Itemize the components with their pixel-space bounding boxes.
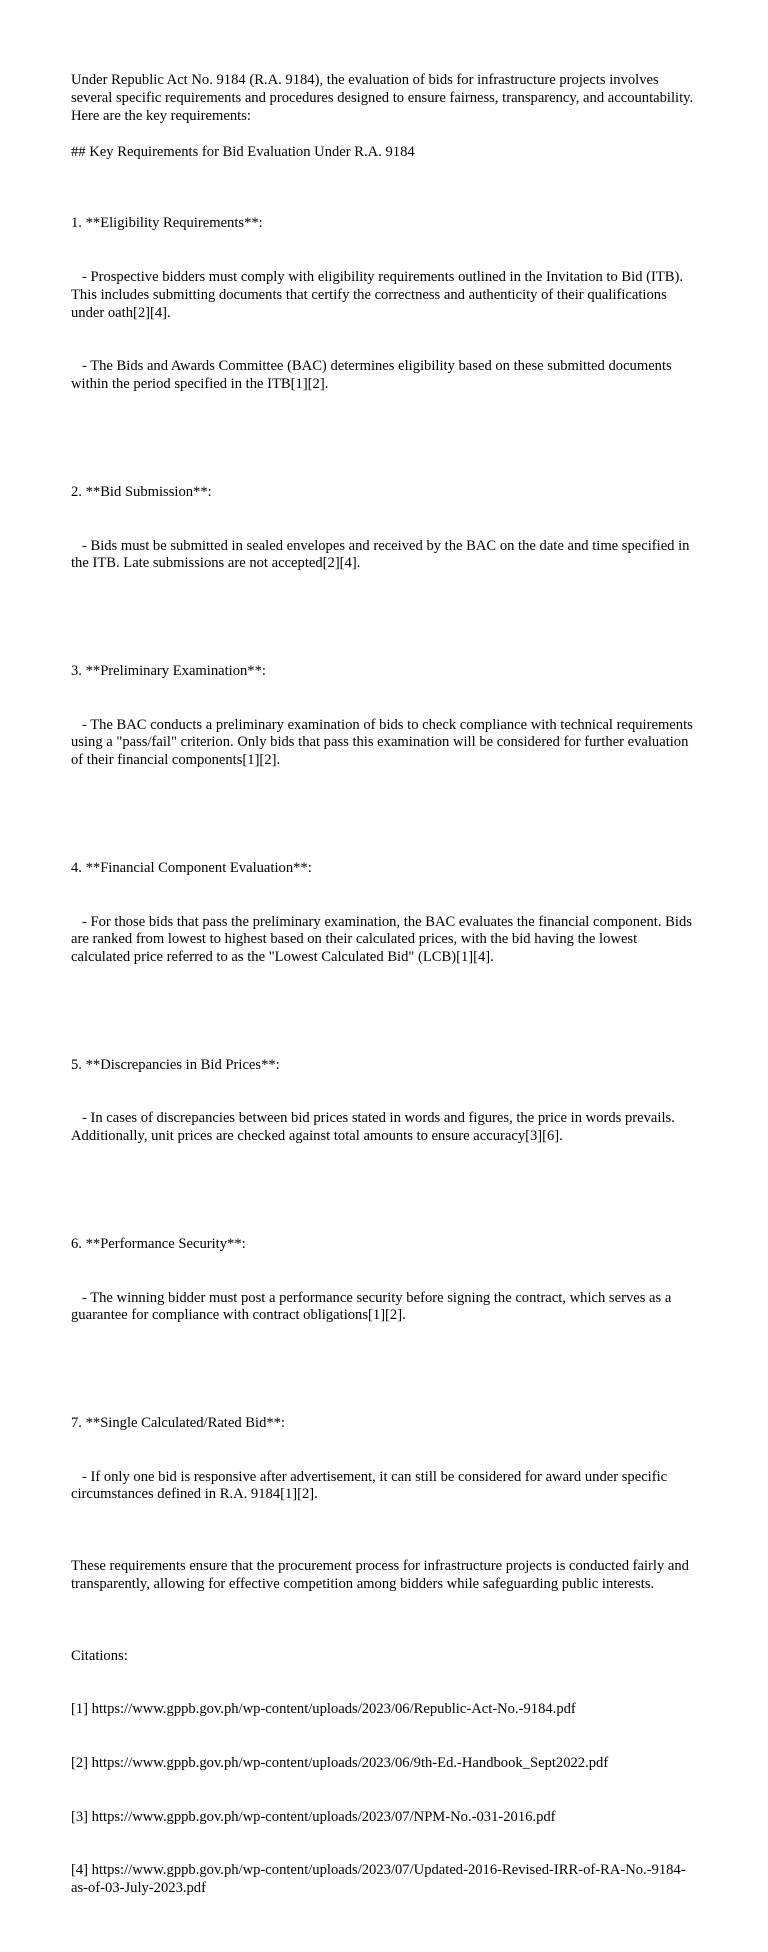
citation-link-4[interactable]: [4] https://www.gppb.gov.ph/wp-content/uploads/2023/07/Updated-2016-Revised-IRR-of-RA-No.-9184-as-of-03-July-2023.pdf: [71, 1862, 686, 1897]
conclusion-paragraph: These requirements ensure that the procurement process for infrastructure projects is conducted fairly and transparently, allowing for effective competition among bidders while safeguarding public interests.: [71, 1558, 693, 1592]
requirement-item-1: [71, 179, 699, 430]
requirement-item-5: [71, 1021, 699, 1182]
requirement-point: - The BAC conducts a preliminary examination of bids to check compliance with technical requirements using a "pass/fail" criterion. Only bids that pass this examination will be considered for further evaluation of their financial components[1][2].: [71, 716, 697, 769]
citation-link-2[interactable]: [2] https://www.gppb.gov.ph/wp-content/uploads/2023/06/9th-Ed.-Handbook_Sept2022.pdf: [71, 1755, 609, 1772]
requirement-point: - In cases of discrepancies between bid prices stated in words and figures, the price in words prevails. Additionally, unit prices are checked against total amounts to ensure accuracy[3][6].: [71, 1110, 678, 1145]
section-heading: ## Key Requirements for Bid Evaluation Under R.A. 9184: [71, 143, 415, 160]
requirement-point: - Bids must be submitted in sealed envelopes and received by the BAC on the date and time specified in the ITB. Late submissions are not accepted[2][4].: [71, 537, 694, 572]
requirement-item-6: [71, 1200, 699, 1361]
citation-link-1[interactable]: [1] https://www.gppb.gov.ph/wp-content/uploads/2023/06/Republic-Act-No.-9184.pdf: [71, 1701, 576, 1718]
citations-section: [71, 1612, 699, 1934]
requirement-point: - For those bids that pass the preliminary examination, the BAC evaluates the financial component. Bids are ranked from lowest to highest based on their calculated prices, with the bid having the lowest calculated price referred to as the "Lowest Calculated Bid" (LCB)[1][4].: [71, 913, 696, 966]
requirement-title: 3. **Preliminary Examination**:: [71, 662, 266, 679]
requirement-point: - If only one bid is responsive after advertisement, it can still be considered for award under specific circumstances defined in R.A. 9184[1][2].: [71, 1468, 671, 1503]
document-body: [71, 72, 699, 1952]
requirement-title: 2. **Bid Submission**:: [71, 483, 212, 500]
requirement-title: 4. **Financial Component Evaluation**:: [71, 859, 312, 876]
requirement-item-3: [71, 627, 699, 806]
requirement-title: 7. **Single Calculated/Rated Bid**:: [71, 1414, 286, 1431]
intro-paragraph: Under Republic Act No. 9184 (R.A. 9184), the evaluation of bids for infrastructure projects involves several specific requirements and procedures designed to ensure fairness, transparency, and accountability. Here are the key requirements:: [71, 72, 697, 124]
requirement-point: - Prospective bidders must comply with eligibility requirements outlined in the Invitation to Bid (ITB). This includes submitting documents that certify the correctness and authenticity of their qualifications under oath[2][4].: [71, 268, 687, 321]
requirement-title: 5. **Discrepancies in Bid Prices**:: [71, 1056, 280, 1073]
citation-link-3[interactable]: [3] https://www.gppb.gov.ph/wp-content/uploads/2023/07/NPM-No.-031-2016.pdf: [71, 1808, 556, 1825]
requirement-title: 6. **Performance Security**:: [71, 1235, 246, 1252]
requirement-point: - The Bids and Awards Committee (BAC) determines eligibility based on these submitted documents within the period specified in the ITB[1][2].: [71, 358, 676, 393]
requirement-item-7: [71, 1379, 699, 1540]
requirement-title: 1. **Eligibility Requirements**:: [71, 215, 263, 232]
citations-label: Citations:: [71, 1647, 128, 1664]
requirement-item-4: [71, 824, 699, 1003]
requirement-point: - The winning bidder must post a performance security before signing the contract, which serves as a guarantee for compliance with contract obligations[1][2].: [71, 1289, 675, 1324]
requirement-item-2: [71, 448, 699, 609]
